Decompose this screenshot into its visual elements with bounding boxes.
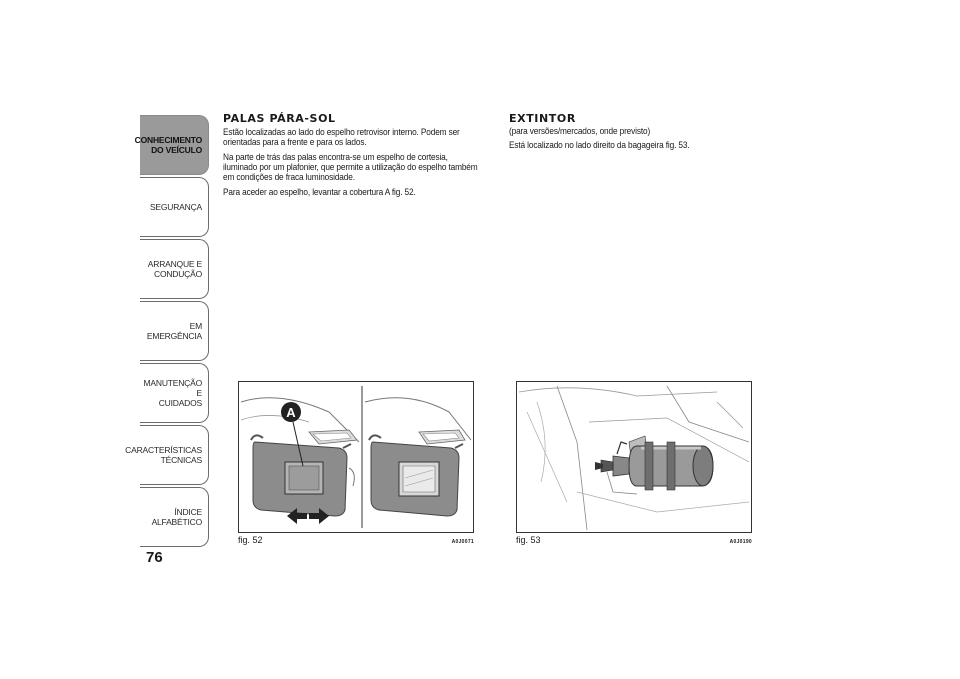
tab-label: SEGURANÇA	[149, 202, 202, 212]
tab-seguranca[interactable]	[140, 177, 209, 237]
tab-indice-alfabetico[interactable]	[140, 487, 209, 547]
tab-label: CARACTERÍSTICAS TÉCNICAS	[125, 445, 202, 465]
sun-visor-drawing	[239, 382, 473, 532]
section-heading: PALAS PÁRA-SOL	[223, 112, 336, 125]
figure-caption	[516, 535, 752, 545]
paragraph: Para aceder ao espelho, levantar a cobertura A fig. 52.	[223, 187, 416, 197]
tab-label: MANUTENÇÃO E CUIDADOS	[143, 378, 202, 408]
section-heading: EXTINTOR	[509, 112, 576, 125]
figure-52	[238, 381, 474, 545]
tab-conhecimento-do-veiculo[interactable]	[134, 115, 209, 175]
sun-visor-illustration	[238, 381, 474, 533]
extinguisher-illustration	[516, 381, 752, 533]
page-number: 76	[146, 549, 163, 566]
figure-code: A0J0071	[451, 539, 474, 545]
tab-em-emergencia[interactable]	[140, 301, 209, 361]
tab-label: EM EMERGÊNCIA	[146, 321, 202, 341]
paragraph: Estão localizadas ao lado do espelho retrovisor interno. Podem ser orientadas para a frente e para os lados.	[223, 127, 460, 147]
paragraph: Na parte de trás das palas encontra-se um espelho de cortesia, iluminado por um plafonier, que permite a utilização do espelho também em condições de fraca luminosidade.	[223, 152, 478, 182]
figure-label: fig. 53	[516, 535, 541, 545]
tab-arranque-e-conducao[interactable]	[140, 239, 209, 299]
figure-53	[516, 381, 752, 545]
section-extintor	[509, 113, 771, 155]
tab-caracteristicas-tecnicas[interactable]	[125, 425, 209, 485]
extinguisher-drawing	[517, 382, 751, 532]
paragraph: Está localizado no lado direito da bagageira fig. 53.	[509, 140, 690, 150]
section-palas-para-sol	[223, 113, 485, 202]
tab-label: CONHECIMENTO DO VEÍCULO	[134, 135, 202, 155]
callout-label: A	[286, 405, 296, 420]
tab-label: ÍNDICE ALFABÉTICO	[151, 507, 202, 527]
tab-label: ARRANQUE E CONDUÇÃO	[147, 259, 202, 279]
paragraph: (para versões/mercados, onde previsto)	[509, 126, 651, 136]
figure-caption	[238, 535, 474, 545]
figure-code: A0J0190	[729, 539, 752, 545]
figure-label: fig. 52	[238, 535, 263, 545]
tab-manutencao-e-cuidados[interactable]	[140, 363, 209, 423]
